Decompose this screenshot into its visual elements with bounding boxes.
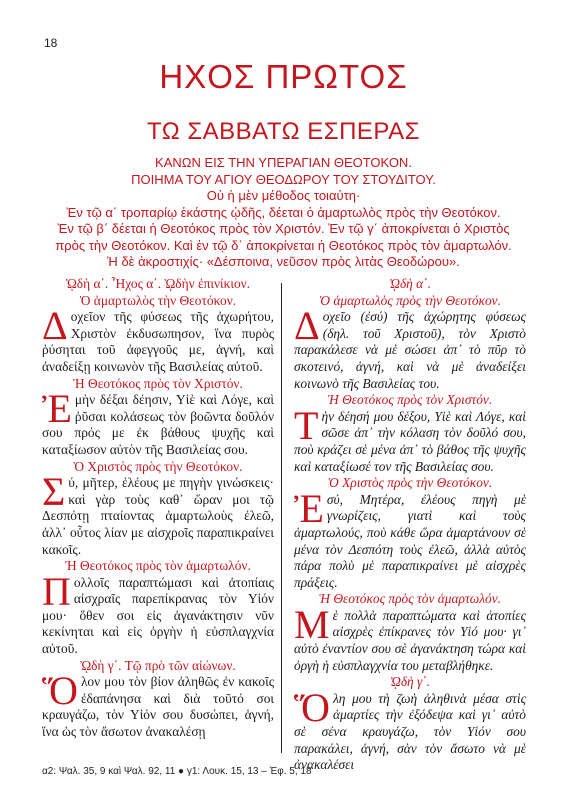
intro-line: πρὸς τὴν Θεοτόκον. Καὶ ἐν τῷ δ΄ ἀποκρίνεται ἡ Θεοτόκος πρὸς τὸν ἁμαρτωλόν. [55, 237, 512, 253]
speaker-heading: Ἡ Θεοτόκος πρὸς τὸν ἁμαρτωλόν. [65, 558, 251, 574]
scripture-footnote: α2: Ψαλ. 35, 9 καὶ Ψαλ. 92, 11 ● γ1: Λουκ. 15, 13 – Ἐφ. 5, 18 [42, 766, 312, 777]
drop-cap: Μ [294, 601, 330, 647]
drop-cap: Ὅ [42, 668, 78, 714]
troparion-text [294, 485, 526, 592]
speaker-heading: Ὁ Χριστὸς πρὸς τὴν Θεοτόκον. [73, 458, 243, 474]
ode-heading: ᾨδὴ γ΄. [389, 674, 431, 690]
speaker-heading: Ἡ Θεοτόκος πρὸς τὸν ἁμαρτωλόν. [319, 591, 501, 607]
drop-cap: Π [42, 568, 71, 614]
troparion-text [294, 303, 526, 392]
troparion-text [294, 684, 526, 774]
ode-heading: ᾨδὴ α΄. Ἦχος α΄. ᾨδὴν ἐπινίκιον. [65, 276, 251, 291]
intro-line: ΚΑΝΩΝ ΕΙΣ ΤΗΝ ΥΠΕΡΑΓΙΑΝ ΘΕΟΤΟΚΟΝ. [155, 155, 412, 170]
troparion-body: λη μου τὴ ζωὴ ἀληθινὰ μέσα στὶς ἁμαρτίες τὴν ἐξόδεψα καὶ γι᾽ αὐτὸ σὲ σένα κραυγάζω, τὸν Υἱόν σου παρακάλει, ἁγνή, σὰν τὸν ἄσωτο νὰ μὲ ἀνακαλέσει [294, 690, 526, 773]
drop-cap: Δ [294, 303, 320, 349]
intro-block [40, 155, 527, 271]
troparion-body: σύ, Μητέρα, ἐλέους πηγὴ μὲ γνωρίζεις, γιατὶ καὶ τοὺς ἁμαρτωλούς, ποὺ κάθε ὥρα ἁμαρτάνουν σὲ μένα τὸν Δεσπότη τοὺς ἐλεῶ, ἀλλὰ αὐτὸς πάρα πολὺ μὲ παραπικραίνει μὲ αἰσχρὲς πράξεις. [294, 491, 526, 590]
troparion-text [42, 469, 274, 558]
troparion-text [42, 303, 274, 375]
troparion-text [294, 402, 526, 475]
ode-heading: ᾨδὴ α΄. [388, 276, 432, 291]
troparion-text [294, 601, 526, 674]
speaker-heading: Ὁ Χριστὸς πρὸς τὴν Θεοτόκον. [327, 475, 493, 491]
troparion-body: ὲ πολλὰ παραπτώματα καὶ ἀτοπίες αἰσχρὲς ἐπίκρανες τὸν Υἱό μου· γι᾽ αὐτὸ ἐναντίον σου σὲ ἀγανάκτηση τώρα καὶ ὀργὴ ἡ εὐσπλαγχνία του μεταβλήθηκε. [294, 607, 526, 673]
right-column-translation [294, 276, 526, 774]
troparion-body: ὴν δέησή μου δέξου, Υἱὲ καὶ Λόγε, καὶ σῶσε ἀπ᾽ τὴν κόλαση τὸν δοῦλό σου, ποὺ κράζει σὲ μένα ἀπ᾽ τὸ βάθος τῆς ψυχῆς καὶ καταξίωσέ τον τῆς Βασιλείας σου. [294, 408, 526, 474]
troparion-body: ύ, μῆτερ, ἐλέους με πηγὴν γινώσκεις· καὶ γὰρ τοὺς καθ᾽ ὥραν μοι τῷ Δεσπότῃ πταίοντας ἁμαρτωλοὺς ἐλεῶ, ἀλλ᾽ οὗτος λίαν με αἰσχροῖς παραπικραίνει κακοῖς. [42, 475, 274, 557]
drop-cap: Ἐ [294, 485, 324, 531]
drop-cap: Δ [42, 303, 68, 349]
drop-cap: Ὅ [294, 684, 330, 730]
ode-heading: ᾨδὴ γ΄. Τῷ πρὸ τῶν αἰώνων. [80, 657, 236, 673]
speaker-heading: Ὁ ἁμαρτωλὸς τὴν Θεοτόκον. [79, 292, 237, 308]
troparion-body: οχεῖο (ἐσύ) τῆς ἀχώρητης φύσεως (δηλ. τοῦ Χριστοῦ), τὸν Χριστὸ παρακάλεσε νὰ μὲ σώσει ἀπ᾽ τὸ πῦρ τὸ σκοτεινό, ἁγνή, καὶ νὰ μὲ ἀναδείξει κοινωνὸ τῆς Βασιλείας του. [294, 309, 526, 391]
troparion-body: λον μου τὸν βίον ἀληθῶς ἐν κακοῖς ἐδαπάνησα καὶ διὰ τοῦτό σοι κραυγάζω, τὸν Υἱόν σου δυσώπει, ἁγνή, ἵνα ὡς τὸν ἄσωτον ἀνακαλέσῃ [42, 674, 274, 740]
page-title: ΗΧΟΣ ΠΡΩΤΟΣ [159, 58, 408, 95]
troparion-body: ολλοῖς παραπτώμασι καὶ ἀτοπίαις αἰσχραῖς παρεπίκρανας τὸν Υἱόν μου· ὅθεν σοι εἰς ἀγανάκτησιν νῦν κεκίνηται καὶ εἰς ὀργὴν ἡ εὐσπλαγχνία αὐτοῦ. [42, 574, 274, 657]
page-subtitle: ΤΩ ΣΑΒΒΑΤΩ ΕΣΠΕΡΑΣ [146, 118, 420, 145]
intro-line: Ἐν τῷ α΄ τροπαρίῳ ἑκάστης ᾠδῆς, δέεται ὁ ἁμαρτωλὸς πρὸς τὴν Θεοτόκον. [66, 204, 501, 220]
intro-line: Οὐ ἡ μὲν μέθοδος τοιαύτη· [206, 188, 361, 203]
speaker-heading: Ὁ ἁμαρτωλὸς πρὸς τὴν Θεοτόκον. [319, 292, 501, 308]
intro-line: ΠΟΙΗΜΑ ΤΟΥ ΑΓΙΟΥ ΘΕΟΔΩΡΟΥ ΤΟΥ ΣΤΟΥΔΙΤΟΥ. [131, 171, 436, 187]
speaker-heading: Ἡ Θεοτόκος πρὸς τὸν Χριστόν. [327, 392, 493, 408]
troparion-body: μὴν δέξαι δέησιν, Υἱὲ καὶ Λόγε, καὶ ῥῦσαι κολάσεως τὸν βοῶντα δοῦλόν σου πρός με ἐκ βάθους ψυχῆς καὶ καταξίωσον αὐτὸν τῆς Βασιλείας σου. [42, 392, 274, 457]
intro-line: Ἡ δὲ ἀκροστιχίς· «Δέσποινα, νεῦσον πρὸς λιτὰς Θεοδώρου». [107, 254, 460, 269]
troparion-text [42, 568, 274, 658]
drop-cap: Σ [42, 469, 66, 515]
drop-cap: Ἐ [42, 386, 72, 432]
drop-cap: Τ [294, 402, 319, 448]
intro-line: Ἐν τῷ β΄ δέεται ἡ Θεοτόκος πρὸς τὸν Χριστόν. Ἐν τῷ γ΄ ἀποκρίνεται ὁ Χριστὸς [57, 221, 510, 236]
column-divider [281, 283, 282, 753]
troparion-text [42, 386, 274, 458]
speaker-heading: Ἡ Θεοτόκος πρὸς τὸν Χριστόν. [73, 375, 243, 391]
troparion-text [42, 668, 274, 740]
troparion-body: οχεῖον τῆς φύσεως τῆς ἀχωρήτου, Χριστὸν ἐκδυσωπησον, ἵνα πυρὸς ῥύσηται τοῦ ἀφεγγοῦς με, ἁγνή, καὶ ἀναδείξῃ κοινωνὸν τῆς Βασιλείας αὐτοῦ. [42, 309, 274, 374]
left-column-original [42, 276, 274, 741]
page-number: 18 [44, 36, 58, 50]
